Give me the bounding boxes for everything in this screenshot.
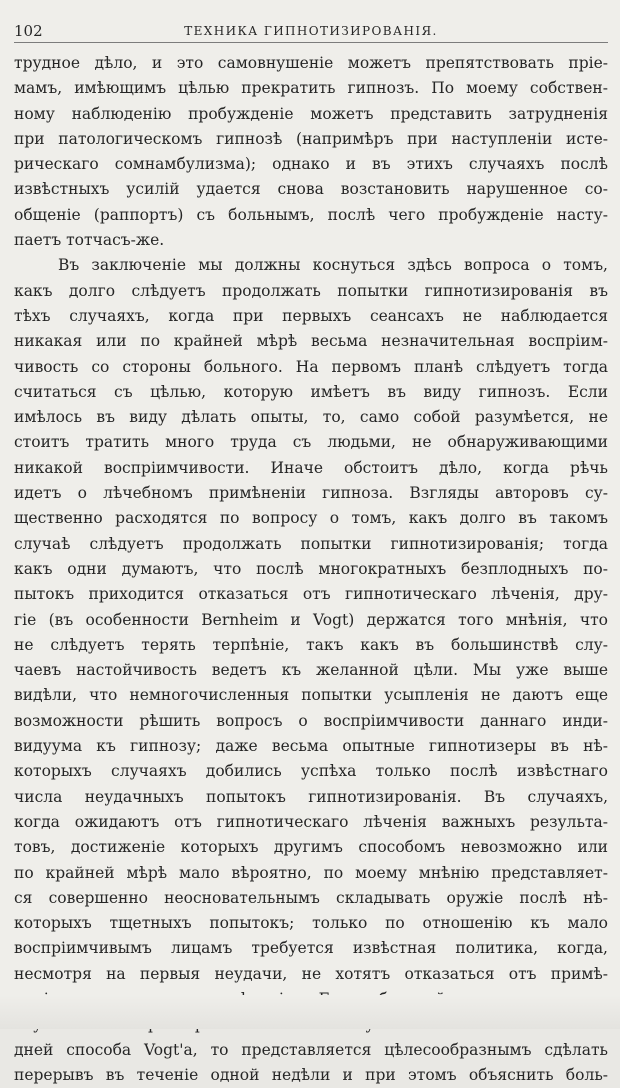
text-line: перерывъ въ теченіе одной недѣли и при этомъ объяснить боль-: [14, 1065, 608, 1084]
text-line: какъ долго слѣдуетъ продолжать попытки гипнотизированія въ: [14, 281, 608, 300]
paragraph-conclusion: [14, 253, 608, 1088]
text-line: трудное дѣло, и это самовнушеніе можетъ препятствовать пріе-: [14, 54, 608, 72]
page-number: 102: [14, 22, 43, 40]
text-line: стоитъ тратить много труда съ людьми, не обнаруживающими: [14, 433, 608, 452]
text-line: которыхъ тщетныхъ попытокъ; только по отношенію къ мало: [14, 914, 608, 933]
page-bottom-edge: [0, 995, 620, 1029]
text-line: воспріимчивымъ лицамъ требуется извѣстная политика, когда,: [14, 939, 608, 958]
text-line: чаевъ настойчивость ведетъ къ желанной цѣли. Мы уже выше: [14, 661, 608, 680]
text-line: видуума къ гипнозу; даже весьма опытные гипнотизеры въ нѣ-: [14, 737, 608, 756]
text-line: случаѣ слѣдуетъ продолжать попытки гипнотизированія; тогда: [14, 534, 608, 553]
text-line: пытокъ приходится отказаться отъ гипнотическаго лѣченія, дру-: [14, 585, 608, 604]
text-line: возможности рѣшить вопросъ о воспріимчивости даннаго инди-: [14, 711, 608, 730]
text-line: тѣхъ случаяхъ, когда при первыхъ сеансахъ не наблюдается: [14, 306, 608, 325]
text-line: не слѣдуетъ терять терпѣніе, такъ какъ въ большинствѣ слу-: [14, 635, 608, 654]
text-line: чивость со стороны больного. На первомъ планѣ слѣдуетъ тогда: [14, 357, 608, 376]
text-line: по крайней мѣрѣ мало вѣроятно, по моему мнѣнію представляет-: [14, 863, 608, 882]
text-line: Въ заключеніе мы должны коснуться здѣсь вопроса о томъ,: [58, 256, 608, 275]
text-line: рическаго сомнамбулизма); однако и въ этихъ случаяхъ послѣ: [14, 155, 608, 174]
body-text: [14, 51, 608, 1088]
text-line: ся совершенно неосновательнымъ складывать оружіе послѣ нѣ-: [14, 888, 608, 907]
text-line: видѣли, что немногочисленныя попытки усыпленія не даютъ еще: [14, 686, 608, 705]
text-line: никакой воспріимчивости. Иначе обстоитъ дѣло, когда рѣчь: [14, 458, 608, 477]
text-line: извѣстныхъ усилій удается снова возстановить нарушенное со-: [14, 180, 608, 199]
text-line: при патологическомъ гипнозѣ (напримѣръ при наступленіи исте-: [14, 129, 608, 148]
text-line: дней способа Vogt'а, то представляется цѣлесообразнымъ сдѣлать: [14, 1040, 608, 1059]
text-line: числа неудачныхъ попытокъ гипнотизированія. Въ случаяхъ,: [14, 787, 608, 806]
text-line: которыхъ случаяхъ добились успѣха только послѣ извѣстнаго: [14, 762, 608, 781]
text-line: гіе (въ особенности Bernheim и Vogt) держатся того мнѣнія, что: [14, 610, 608, 629]
text-line: считаться съ цѣлью, которую имѣетъ въ виду гипнозъ. Если: [14, 382, 608, 401]
text-line: щественно расходятся по вопросу о томъ, какъ долго въ такомъ: [14, 509, 608, 528]
text-line: паетъ тотчасъ-же.: [14, 231, 165, 250]
text-line: ному наблюденію пробужденіе можетъ представить затрудненія: [14, 104, 608, 123]
text-line: мамъ, имѣющимъ цѣлью прекратить гипнозъ. По моему собствен-: [14, 79, 608, 98]
text-line: когда ожидаютъ отъ гипнотическаго лѣченія важныхъ результа-: [14, 812, 608, 831]
running-head: [14, 22, 608, 43]
text-line: никакая или по крайней мѣрѣ весьма незначительная воспріим-: [14, 332, 608, 351]
running-title: ТЕХНИКА ГИПНОТИЗИРОВАНІЯ.: [184, 24, 438, 38]
text-line: идетъ о лѣчебномъ примѣненіи гипноза. Взгляды авторовъ су-: [14, 484, 608, 503]
text-line: имѣлось въ виду дѣлать опыты, то, само собой разумѣется, не: [14, 408, 608, 427]
text-line: общеніе (раппортъ) съ больнымъ, послѣ чего пробужденіе насту-: [14, 205, 608, 224]
paragraph-continuation: [14, 51, 608, 253]
text-line: товъ, достиженіе которыхъ другимъ способомъ невозможно или: [14, 838, 608, 857]
text-line: несмотря на первыя неудачи, не хотятъ отказаться отъ примѣ-: [14, 964, 608, 983]
text-line: какъ одни думаютъ, что послѣ многократныхъ безплодныхъ по-: [14, 559, 608, 578]
